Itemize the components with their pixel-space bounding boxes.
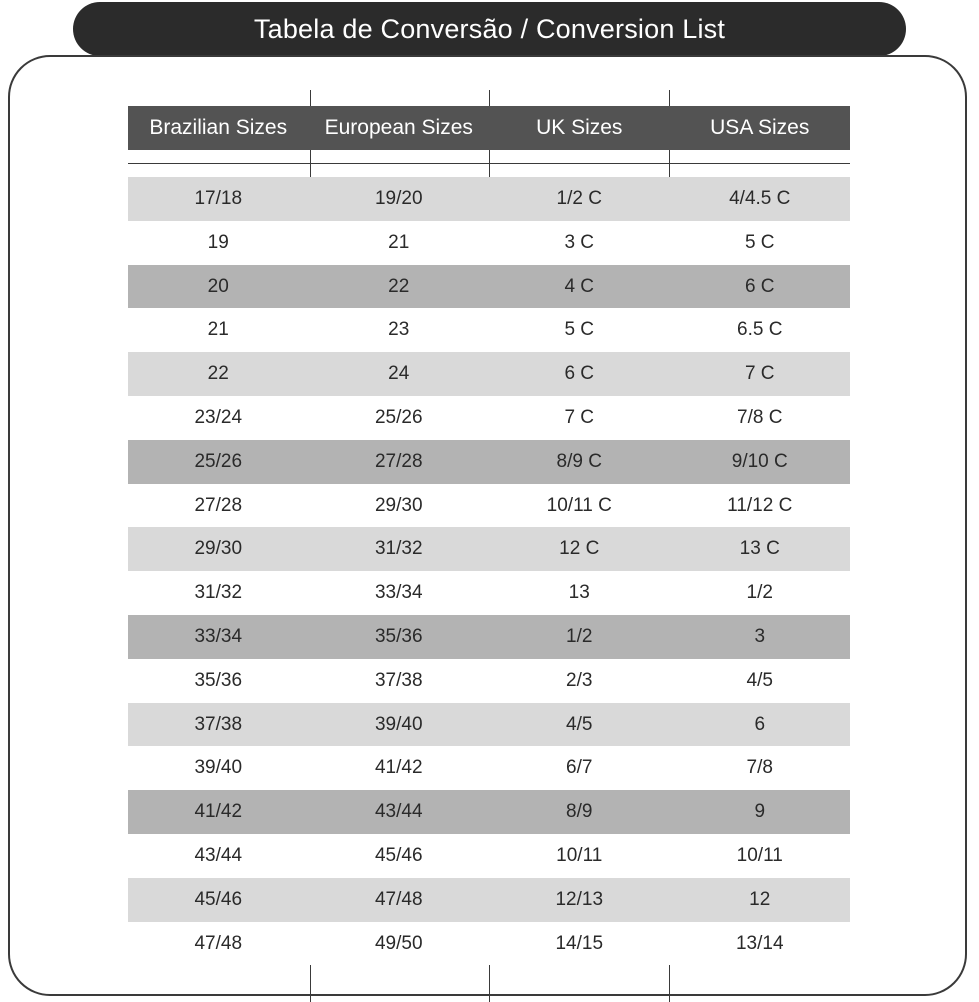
cell-brazilian: 43/44	[194, 844, 243, 866]
table-row	[128, 746, 850, 790]
cell-usa: 4/5	[746, 669, 773, 691]
cell-european: 37/38	[374, 669, 423, 691]
cell-usa: 6	[754, 713, 766, 735]
cell-brazilian: 17/18	[194, 188, 243, 209]
cell-european: 24	[388, 363, 410, 385]
cell-usa: 7 C	[744, 363, 775, 385]
cell-usa: 6.5 C	[737, 319, 783, 341]
cell-uk: 5 C	[564, 319, 595, 341]
header-usa-sizes: USA Sizes	[670, 106, 851, 150]
cell-uk: 4 C	[564, 275, 595, 297]
table-row	[128, 440, 850, 484]
table-row	[128, 265, 850, 309]
cell-usa: 1/2	[746, 582, 773, 604]
cell-usa: 9	[754, 801, 766, 823]
cell-brazilian: 45/46	[194, 888, 243, 910]
cell-uk: 12/13	[555, 888, 604, 910]
cell-european: 27/28	[374, 450, 423, 472]
cell-european: 35/36	[374, 625, 423, 647]
cell-brazilian: 35/36	[194, 669, 243, 691]
header-uk-sizes: UK Sizes	[489, 106, 670, 150]
cell-uk: 1/2	[566, 625, 593, 647]
cell-uk: 1/2 C	[556, 188, 602, 209]
cell-usa: 11/12 C	[727, 494, 793, 516]
cell-uk: 6/7	[566, 757, 593, 779]
cell-uk: 8/9 C	[556, 450, 602, 472]
cell-usa: 6 C	[744, 275, 775, 297]
cell-european: 43/44	[374, 801, 423, 823]
table-row	[128, 396, 850, 440]
cell-brazilian: 25/26	[194, 450, 243, 472]
cell-usa: 7/8 C	[737, 406, 783, 428]
cell-brazilian: 22	[207, 363, 229, 385]
cell-usa: 10/11	[736, 844, 783, 866]
page-title: Tabela de Conversão / Conversion List	[73, 2, 906, 56]
cell-brazilian: 20	[207, 275, 229, 297]
cell-european: 33/34	[374, 582, 423, 604]
table-row	[128, 659, 850, 703]
cell-brazilian: 19	[207, 231, 229, 253]
cell-uk: 13	[568, 582, 590, 604]
table-header	[128, 106, 850, 150]
cell-uk: 2/3	[566, 669, 593, 691]
cell-european: 41/42	[374, 757, 423, 779]
cell-european: 23	[388, 319, 410, 341]
table-row	[128, 922, 850, 966]
cell-brazilian: 37/38	[194, 713, 243, 735]
cell-european: 22	[388, 275, 410, 297]
table-row	[128, 703, 850, 747]
cell-european: 25/26	[374, 406, 423, 428]
header-brazilian-sizes: Brazilian Sizes	[128, 106, 309, 150]
cell-european: 49/50	[374, 932, 423, 954]
cell-brazilian: 31/32	[194, 582, 243, 604]
cell-european: 45/46	[374, 844, 423, 866]
table-row	[128, 527, 850, 571]
cell-uk: 6 C	[564, 363, 595, 385]
cell-uk: 8/9	[566, 801, 593, 823]
cell-uk: 10/11	[556, 844, 603, 866]
table-row	[128, 177, 850, 221]
table-body	[128, 177, 850, 965]
cell-brazilian: 41/42	[194, 801, 243, 823]
cell-uk: 7 C	[564, 406, 595, 428]
cell-brazilian: 47/48	[194, 932, 243, 954]
cell-european: 47/48	[374, 888, 423, 910]
cell-uk: 12 C	[559, 538, 600, 560]
cell-usa: 4/4.5 C	[729, 188, 791, 209]
table-row	[128, 484, 850, 528]
cell-brazilian: 29/30	[194, 538, 243, 560]
cell-usa: 5 C	[744, 231, 775, 253]
cell-european: 19/20	[374, 188, 423, 209]
cell-brazilian: 39/40	[194, 757, 243, 779]
header-divider	[128, 163, 850, 164]
cell-brazilian: 33/34	[194, 625, 243, 647]
cell-european: 31/32	[374, 538, 423, 560]
cell-uk: 14/15	[555, 932, 604, 954]
cell-usa: 9/10 C	[731, 450, 788, 472]
table-row	[128, 308, 850, 352]
cell-usa: 13 C	[739, 538, 780, 560]
cell-brazilian: 27/28	[194, 494, 243, 516]
table-row	[128, 878, 850, 922]
cell-european: 21	[388, 231, 410, 253]
cell-uk: 3 C	[564, 231, 595, 253]
cell-usa: 12	[749, 888, 771, 910]
table-row	[128, 790, 850, 834]
cell-brazilian: 23/24	[194, 406, 243, 428]
table-row	[128, 615, 850, 659]
cell-usa: 3	[754, 625, 766, 647]
table-row	[128, 834, 850, 878]
cell-brazilian: 21	[207, 319, 229, 341]
cell-usa: 7/8	[746, 757, 773, 779]
cell-european: 39/40	[374, 713, 423, 735]
header-european-sizes: European Sizes	[309, 106, 490, 150]
cell-usa: 13/14	[735, 932, 784, 954]
table-row	[128, 221, 850, 265]
cell-european: 29/30	[374, 494, 423, 516]
table-row	[128, 571, 850, 615]
cell-uk: 4/5	[566, 713, 593, 735]
cell-uk: 10/11 C	[546, 494, 612, 516]
table-row	[128, 352, 850, 396]
